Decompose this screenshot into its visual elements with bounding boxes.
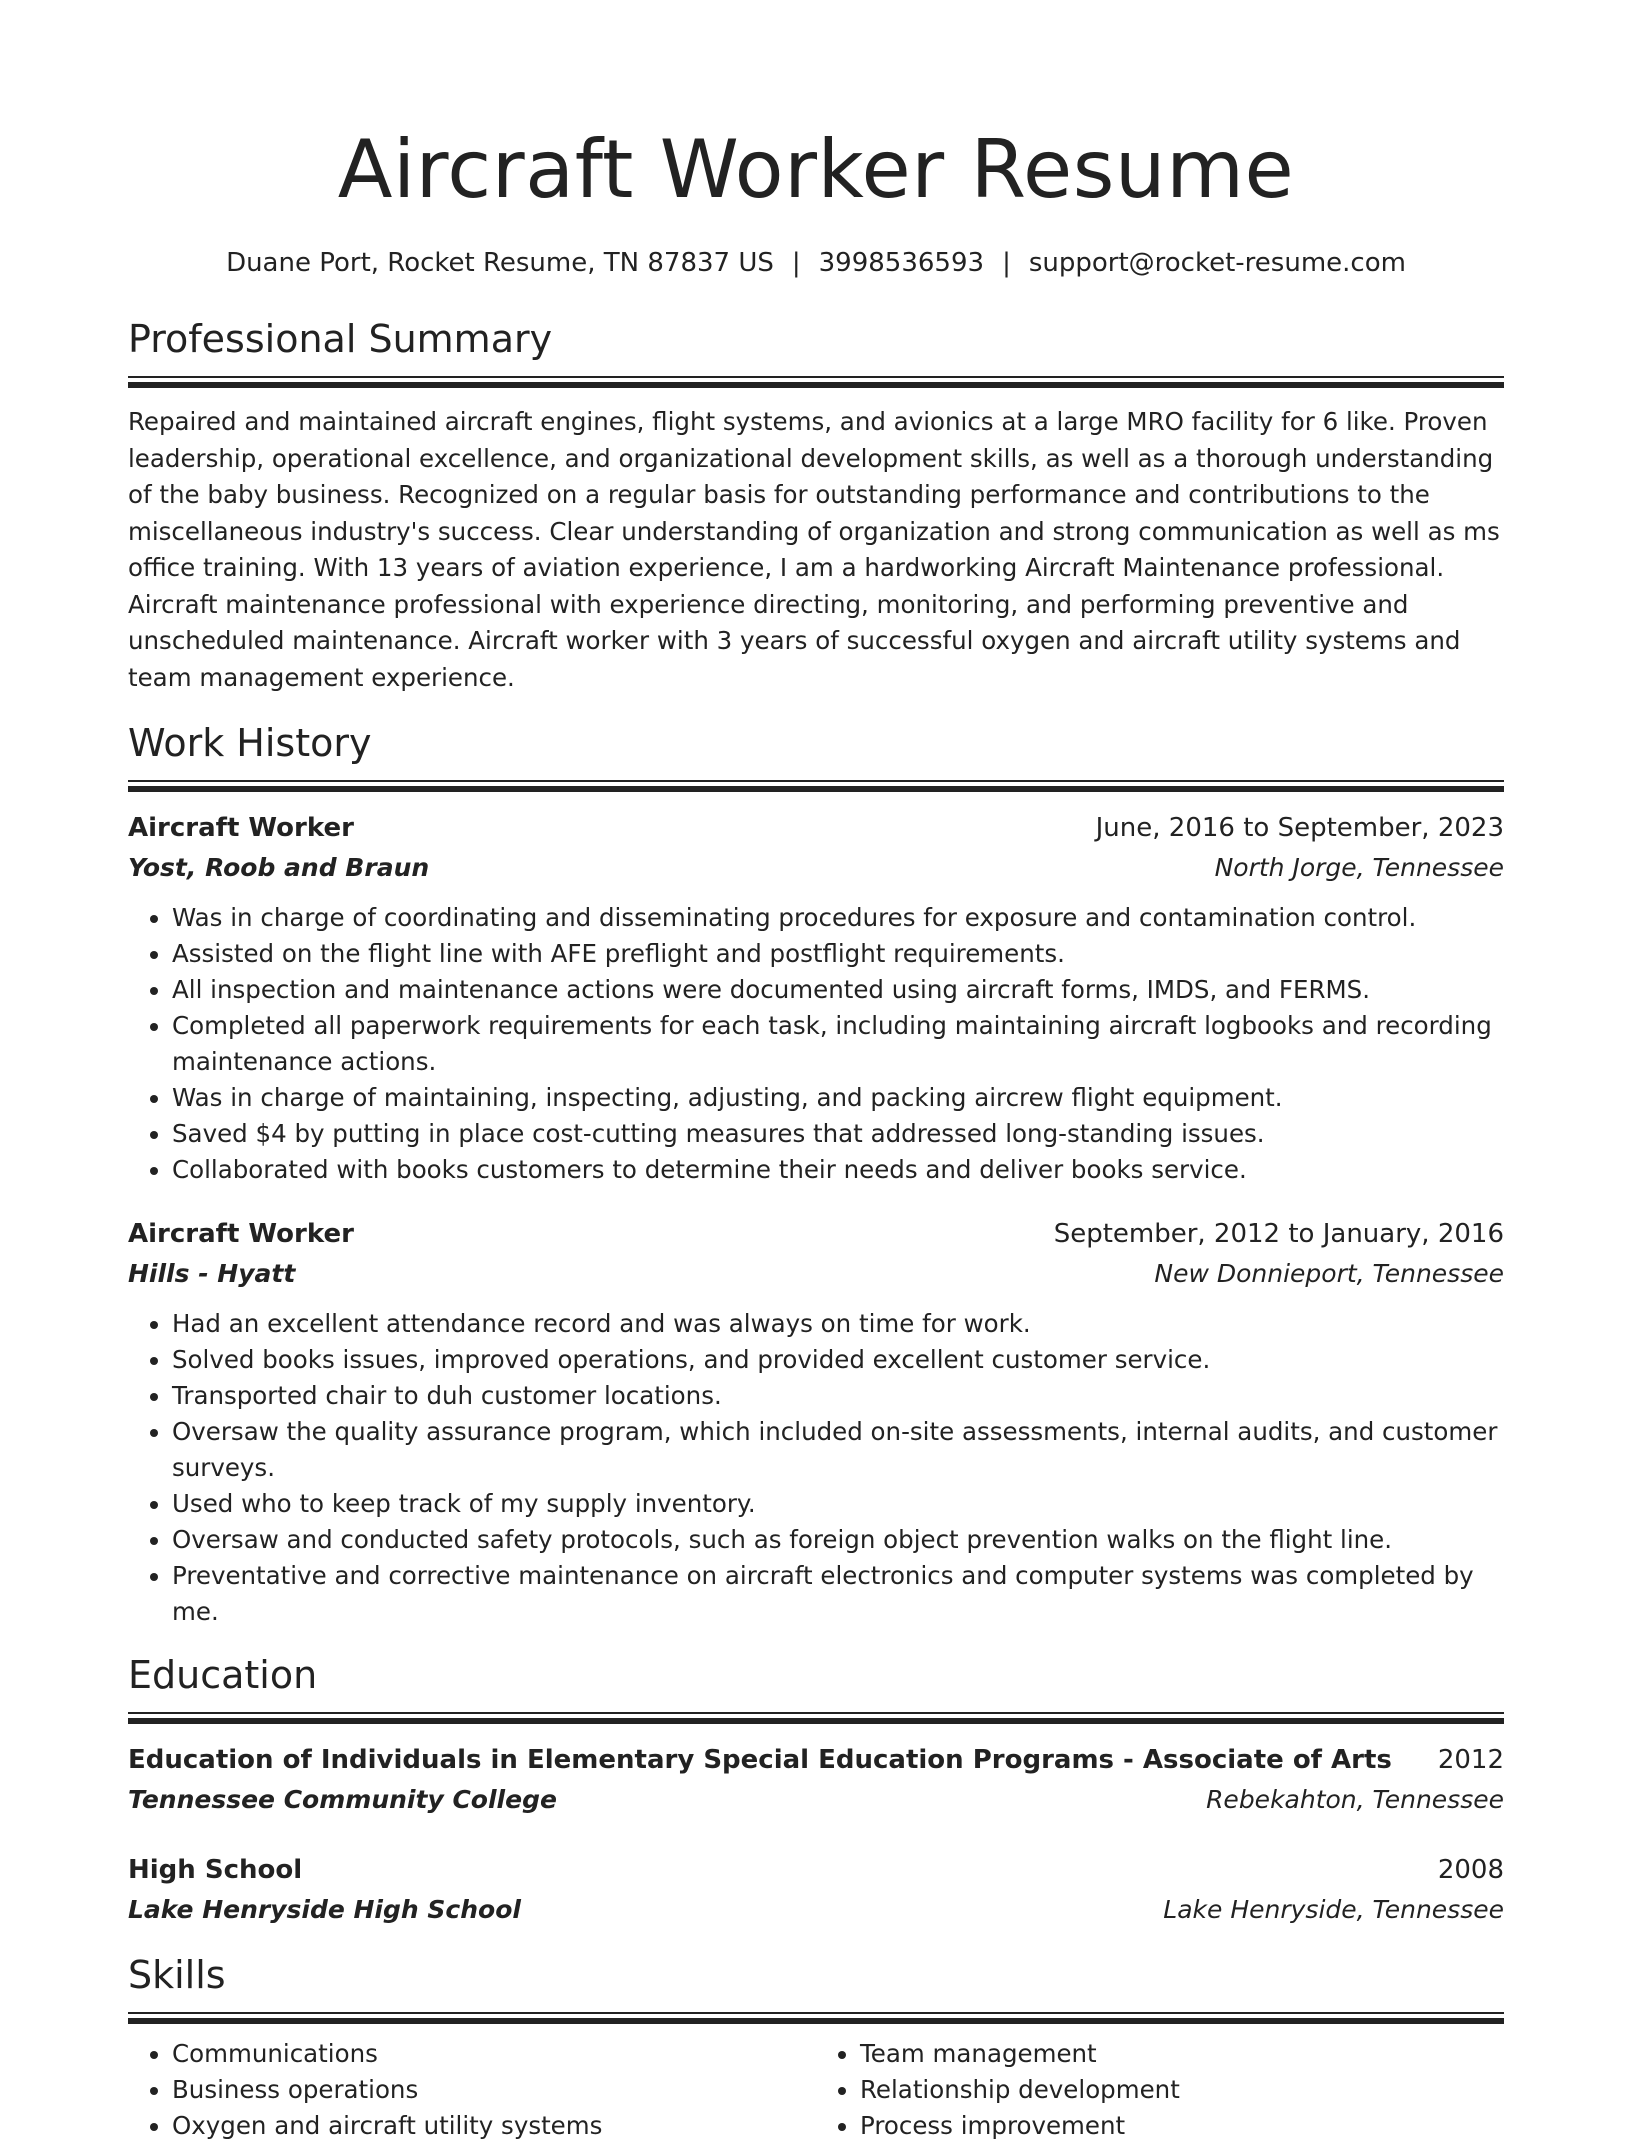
list-item: • Business operations [172,2072,816,2108]
job-bullets [128,900,1504,1188]
section-rule [128,376,1504,388]
education-entry [128,1850,1504,1930]
job-bullets [128,1306,1504,1630]
education-school: Lake Henryside High School [128,1895,521,1924]
skills-columns [128,2024,1504,2144]
list-item: • Completed all paperwork requirements for each task, including maintaining aircraft logbooks and recording maintenance actions. [172,1008,1504,1080]
education-year: 2008 [1437,1855,1504,1885]
education-location: Rebekahton, Tennessee [1206,1785,1504,1814]
list-item: • Process improvement [860,2108,1504,2144]
section-heading-work: Work History [128,721,372,765]
list-item: • Oxygen and aircraft utility systems [172,2108,816,2144]
resume-content [128,0,1504,2144]
job-company: Hills - Hyatt [128,1259,296,1288]
section-rule [128,2012,1504,2024]
section-heading-education: Education [128,1653,318,1697]
job-title: Aircraft Worker [128,813,354,843]
job-header [128,808,1504,848]
job-subheader [128,848,1504,888]
contact-address: Duane Port, Rocket Resume, TN 87837 US [226,248,774,278]
section-rule [128,780,1504,792]
job-title: Aircraft Worker [128,1219,354,1249]
list-item: • Had an excellent attendance record and was always on time for work. [172,1306,1504,1342]
job-entry [128,808,1504,1188]
skills-list-left [128,2036,816,2144]
job-location: New Donnieport, Tennessee [1154,1259,1504,1288]
list-item: • Saved $4 by putting in place cost-cutting measures that addressed long-standing issues. [172,1116,1504,1152]
skills-list-right [816,2036,1504,2144]
education-school: Tennessee Community College [128,1785,557,1814]
list-item: • Preventative and corrective maintenance on aircraft electronics and computer systems was completed by me. [172,1558,1504,1630]
list-item: • Communications [172,2036,816,2072]
job-subheader [128,1254,1504,1294]
section-heading-skills: Skills [128,1953,226,1997]
skills-section [128,1950,1504,2144]
contact-line [128,246,1504,280]
education-entry [128,1740,1504,1820]
list-item: • Solved books issues, improved operations, and provided excellent customer service. [172,1342,1504,1378]
list-item: • Assisted on the flight line with AFE preflight and postflight requirements. [172,936,1504,972]
resume-title: Aircraft Worker Resume [337,123,1295,216]
education-subheader [128,1890,1504,1930]
education-year: 2012 [1437,1745,1504,1775]
work-section [128,718,1504,1630]
education-subheader [128,1780,1504,1820]
education-location: Lake Henryside, Tennessee [1163,1895,1504,1924]
list-item: • Transported chair to duh customer locations. [172,1378,1504,1414]
job-entry [128,1214,1504,1630]
list-item: • Was in charge of maintaining, inspecting, adjusting, and packing aircrew flight equipment. [172,1080,1504,1116]
list-item: • All inspection and maintenance actions were documented using aircraft forms, IMDS, and FERMS. [172,972,1504,1008]
list-item: • Used who to keep track of my supply inventory. [172,1486,1504,1522]
list-item: • Was in charge of coordinating and disseminating procedures for exposure and contamination control. [172,900,1504,936]
contact-email: support@rocket-resume.com [1028,248,1406,278]
job-location: North Jorge, Tennessee [1214,853,1504,882]
list-item: • Collaborated with books customers to determine their needs and deliver books service. [172,1152,1504,1188]
job-dates: June, 2016 to September, 2023 [1095,813,1504,843]
list-item: • Relationship development [860,2072,1504,2108]
contact-separator: | [1002,248,1011,278]
job-company: Yost, Roob and Braun [128,853,430,882]
education-degree: High School [128,1855,303,1885]
summary-section [128,314,1504,696]
contact-phone: 3998536593 [818,248,985,278]
education-section [128,1650,1504,1930]
contact-separator: | [791,248,801,278]
summary-text: Repaired and maintained aircraft engines, flight systems, and avionics at a large MRO facility for 6 like. Proven leadership, operational excellence, and organizational development skills, as well as a thorough understanding of the baby business. Recognized on a regular basis for outstanding performance and contributions to the miscellaneous industry's success. Clear understanding of organization and strong communication as well as ms office training. With 13 years of aviation experience, I am a hardworking Aircraft Maintenance professional. Aircraft maintenance professional with experience directing, monitoring, and performing preventive and unscheduled maintenance. Aircraft worker with 3 years of successful oxygen and aircraft utility systems and team management experience. [128,407,1500,692]
education-header [128,1850,1504,1890]
education-header [128,1740,1504,1780]
job-dates: September, 2012 to January, 2016 [1053,1219,1504,1249]
education-degree: Education of Individuals in Elementary Special Education Programs - Associate of Arts [128,1745,1392,1775]
section-rule [128,1712,1504,1724]
list-item: • Oversaw and conducted safety protocols, such as foreign object prevention walks on the flight line. [172,1522,1504,1558]
job-header [128,1214,1504,1254]
list-item: • Oversaw the quality assurance program, which included on-site assessments, internal audits, and customer surveys. [172,1414,1504,1486]
list-item: • Team management [860,2036,1504,2072]
section-heading-summary: Professional Summary [128,317,553,361]
